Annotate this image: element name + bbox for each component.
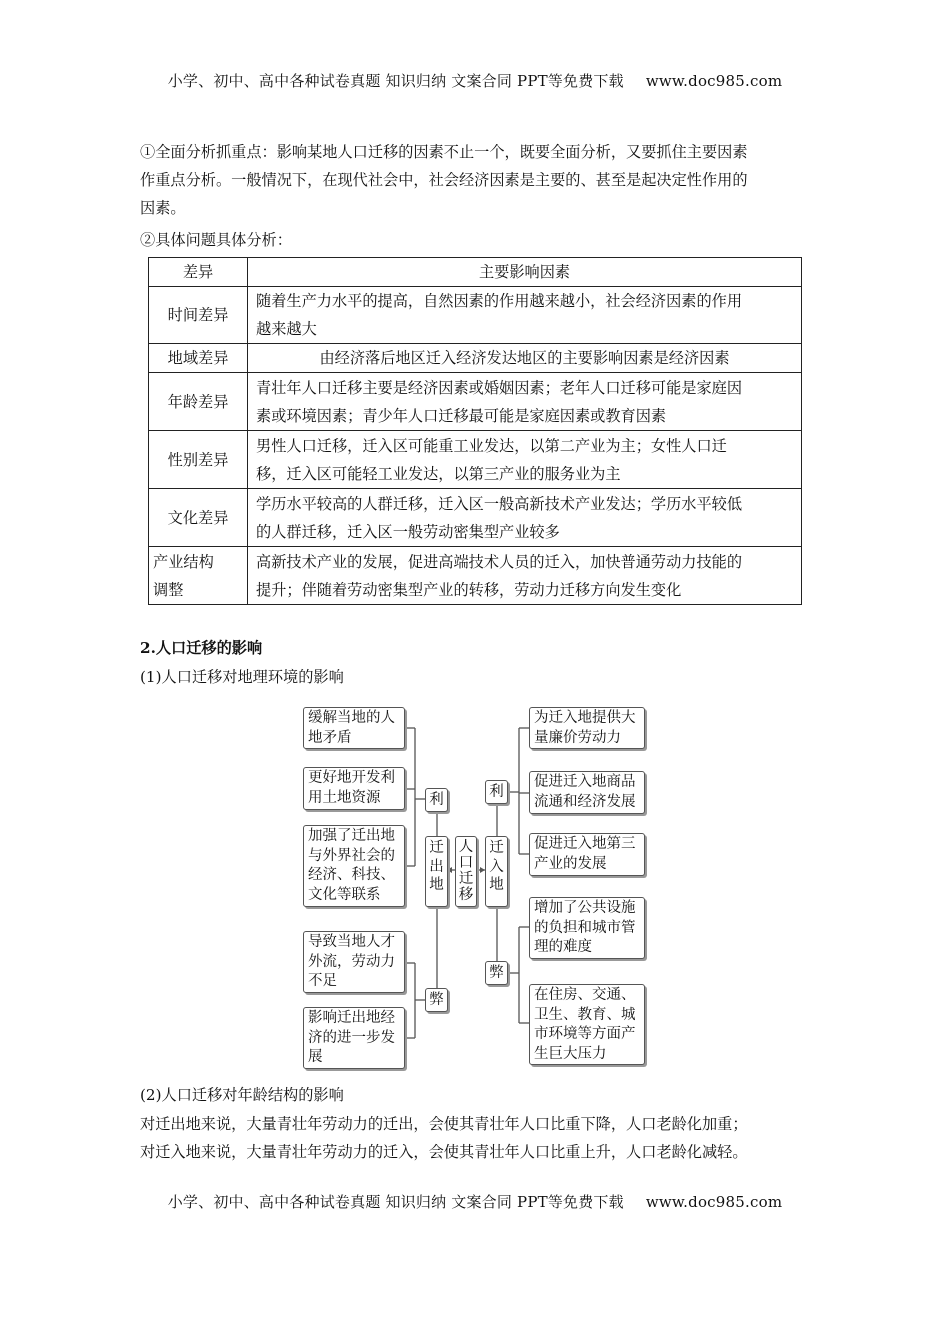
node-char: 口 (458, 855, 474, 871)
paragraph-line: 对迁入地来说，大量青壮年劳动力的迁入，会使其青壮年人口比重上升，人口老龄化减轻。 (140, 1143, 748, 1161)
box-line: 的负担和城市管 (534, 919, 636, 936)
box-line: 产业的发展 (534, 855, 607, 872)
box-line: 影响迁出地经 (308, 1010, 395, 1026)
box-line: 促进迁入地第三 (534, 836, 636, 852)
row-label-text: 性别差异 (167, 450, 229, 469)
box-line: 经济、科技、 (308, 867, 395, 884)
in-con-box (529, 897, 645, 959)
out-con-box (303, 931, 405, 993)
footer-site-link[interactable]: www.doc985.com (645, 1193, 783, 1211)
row-label-text: 文化差异 (167, 508, 229, 527)
node-char: 出 (429, 858, 444, 875)
table-header-cell: 差异 (149, 258, 248, 287)
box-line: 地矛盾 (308, 729, 352, 746)
intro-paragraph-2: ②具体问题具体分析： (140, 231, 292, 249)
row-line: 移，迁入区可能轻工业发达，以第三产业的服务业为主 (256, 464, 621, 483)
label-text: 弊 (489, 965, 504, 981)
node-char: 人 (458, 839, 474, 855)
center-node (455, 836, 477, 907)
node-char: 入 (489, 858, 504, 875)
box-line: 与外界社会的 (308, 847, 395, 864)
row-line: 学历水平较高的人群迁移，迁入区一般高新技术产业发达；学历水平较低 (256, 494, 742, 513)
row-label-text: 调整 (153, 580, 184, 599)
in-pro-box (529, 833, 645, 876)
paragraph-line: 对迁出地来说，大量青壮年劳动力的迁出，会使其青壮年人口比重下降，人口老龄化加重； (140, 1115, 748, 1133)
row-label-text: 年龄差异 (167, 392, 229, 411)
node-char: 移 (458, 887, 474, 903)
row-line: 素或环境因素；青少年人口迁移最可能是家庭因素或教育因素 (256, 406, 667, 425)
box-line: 导致当地人才 (308, 934, 395, 950)
box-line: 促进迁入地商品 (534, 774, 636, 790)
page-footer (0, 1191, 950, 1212)
node-char: 地 (489, 877, 504, 893)
row-label-text: 时间差异 (167, 306, 229, 324)
row-line: 高新技术产业的发展，促进高端技术人员的迁入，加快普通劳动力技能的 (256, 552, 742, 571)
box-line: 用土地资源 (308, 789, 381, 806)
intro-line: ①全面分析抓重点：影响某地人口迁移的因素不止一个，既要全面分析，又要抓住主要因素 (140, 143, 748, 161)
in-node (485, 836, 508, 907)
row-line: 的人群迁移，迁入区一般劳动密集型产业较多 (256, 522, 560, 541)
subsection-title-2: (2)人口迁移对年龄结构的影响 (140, 1086, 344, 1104)
box-line: 市环境等方面产 (534, 1026, 636, 1043)
in-con-box (529, 984, 645, 1065)
box-line: 济的进一步发 (308, 1029, 395, 1046)
label-text: 利 (489, 784, 504, 800)
box-line: 生巨大压力 (534, 1045, 607, 1062)
box-line: 流通和经济发展 (534, 793, 636, 810)
out-node (425, 836, 448, 907)
age-structure-paragraph (140, 1110, 820, 1166)
label-text: 利 (429, 792, 444, 808)
node-char: 迁 (489, 840, 504, 856)
box-line: 量廉价劳动力 (534, 729, 621, 746)
box-line: 更好地开发利 (308, 770, 395, 786)
box-line: 在住房、交通、 (534, 987, 636, 1003)
table-header-cell: 主要影响因素 (248, 258, 802, 287)
section-heading: 2.人口迁移的影响 (140, 639, 263, 657)
row-line: 男性人口迁移，迁入区可能重工业发达，以第二产业为主；女性人口迁 (256, 436, 727, 455)
header-text: 小学、初中、高中各种试卷真题 知识归纳 文案合同 PPT等免费下载 (167, 72, 624, 90)
out-pro-box (303, 825, 405, 907)
out-con-box (303, 1007, 405, 1069)
box-line: 外流，劳动力 (308, 953, 395, 970)
box-line: 缓解当地的人 (308, 710, 395, 726)
in-con-label (485, 961, 508, 985)
box-line: 为迁入地提供大 (534, 710, 636, 726)
in-pro-box (529, 707, 645, 749)
row-line: 提升；伴随着劳动密集型产业的转移，劳动力迁移方向发生变化 (256, 580, 682, 599)
node-char: 地 (429, 877, 444, 893)
row-line: 由经济落后地区迁入经济发达地区的主要影响因素是经济因素 (319, 349, 730, 367)
header-site-link[interactable]: www.doc985.com (645, 72, 783, 90)
box-line: 理的难度 (534, 939, 592, 956)
out-pro-label (425, 788, 448, 812)
out-pro-box (303, 767, 405, 810)
box-line: 展 (308, 1049, 323, 1066)
row-line: 青壮年人口迁移主要是经济因素或婚姻因素；老年人口迁移可能是家庭因 (256, 378, 742, 397)
row-label-text: 产业结构 (153, 552, 214, 571)
footer-text: 小学、初中、高中各种试卷真题 知识归纳 文案合同 PPT等免费下载 (167, 1193, 624, 1211)
subsection-title-1: (1)人口迁移对地理环境的影响 (140, 668, 344, 686)
label-text: 弊 (429, 992, 444, 1008)
node-char: 迁 (458, 871, 474, 887)
box-line: 文化等联系 (308, 886, 381, 903)
row-line: 随着生产力水平的提高，自然因素的作用越来越小，社会经济因素的作用 (256, 292, 742, 310)
box-line: 加强了迁出地 (308, 828, 395, 844)
row-label-text: 地域差异 (167, 349, 229, 367)
out-con-label (425, 988, 448, 1012)
intro-line: 作重点分析。一般情况下，在现代社会中，社会经济因素是主要的、甚至是起决定性作用的 (140, 171, 748, 189)
box-line: 增加了公共设施 (534, 900, 636, 916)
node-char: 迁 (429, 840, 444, 856)
in-pro-label (485, 780, 508, 804)
row-line: 越来越大 (256, 320, 317, 338)
box-line: 卫生、教育、城 (534, 1006, 636, 1023)
in-pro-box (529, 771, 645, 814)
intro-line: 因素。 (140, 199, 186, 217)
box-line: 不足 (308, 973, 337, 990)
out-pro-box (303, 707, 405, 749)
